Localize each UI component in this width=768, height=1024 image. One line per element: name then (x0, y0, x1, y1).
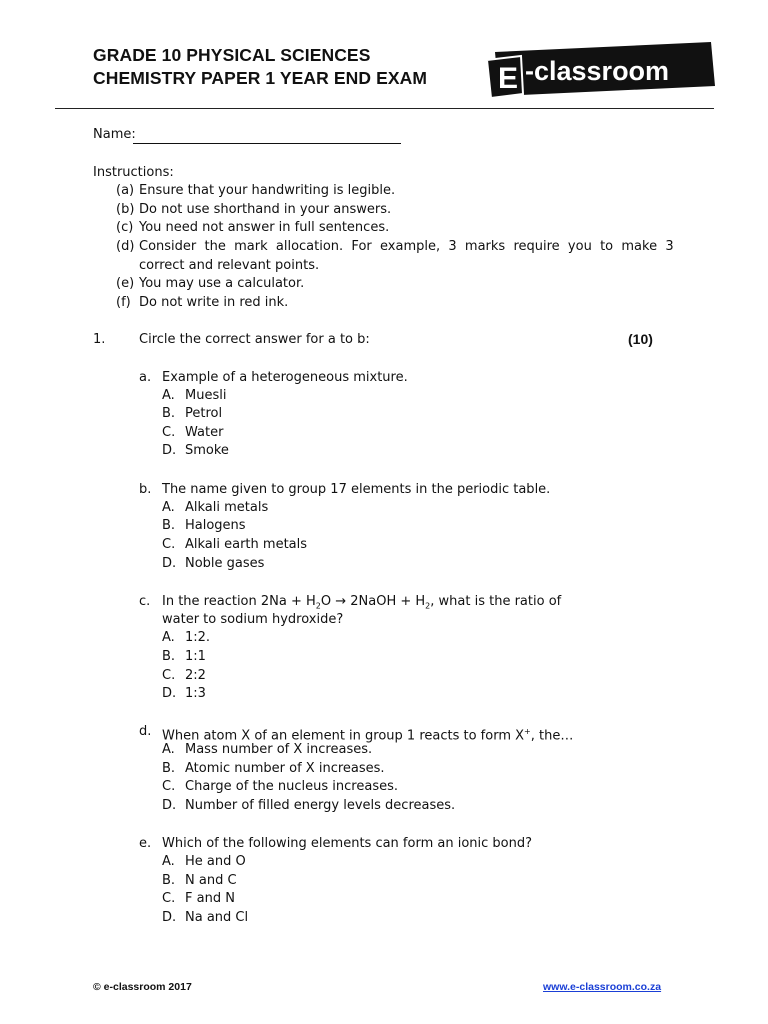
option-letter: B. (162, 649, 176, 664)
question-number: 1. (93, 332, 106, 347)
instruction-letter: (b) (116, 202, 135, 217)
instruction-text: You need not answer in full sentences. (139, 220, 390, 235)
option-letter: A. (162, 500, 175, 515)
answer-option[interactable]: 1:2. (185, 630, 211, 645)
header-divider (55, 108, 714, 109)
answer-option[interactable]: Noble gases (185, 556, 265, 571)
part-question: Which of the following elements can form an ionic bond? (162, 836, 532, 851)
instruction-text: Ensure that your handwriting is legible. (139, 183, 396, 198)
instruction-letter: (e) (116, 276, 135, 291)
instruction-text: Do not write in red ink. (139, 295, 289, 310)
option-letter: A. (162, 854, 175, 869)
instruction-letter: (c) (116, 220, 134, 235)
answer-option[interactable]: F and N (185, 891, 235, 906)
name-label: Name: (93, 127, 136, 142)
title-line-1: GRADE 10 PHYSICAL SCIENCES (93, 45, 371, 65)
option-letter: B. (162, 406, 176, 421)
option-letter: C. (162, 425, 176, 440)
option-letter: D. (162, 798, 177, 813)
option-letter: D. (162, 443, 177, 458)
option-letter: B. (162, 518, 176, 533)
option-letter: D. (162, 556, 177, 571)
answer-option[interactable]: Alkali earth metals (185, 537, 308, 552)
option-letter: C. (162, 891, 176, 906)
answer-option[interactable]: Smoke (185, 443, 229, 458)
svg-text:E: E (498, 62, 519, 95)
part-question: The name given to group 17 elements in the periodic table. (162, 482, 551, 497)
option-letter: C. (162, 668, 176, 683)
answer-option[interactable]: Na and Cl (185, 910, 249, 925)
option-letter: C. (162, 779, 176, 794)
title-line-2: CHEMISTRY PAPER 1 YEAR END EXAM (93, 68, 428, 88)
e-classroom-logo (485, 42, 717, 100)
option-letter: C. (162, 537, 176, 552)
answer-option[interactable]: 1:1 (185, 649, 206, 664)
exam-title (93, 44, 427, 90)
footer-website-link[interactable]: www.e-classroom.co.za (543, 981, 662, 993)
name-field-line[interactable] (133, 143, 401, 144)
answer-option[interactable]: He and O (185, 854, 246, 869)
part-letter: a. (139, 370, 152, 385)
question-marks: (10) (628, 331, 653, 347)
answer-option[interactable]: Mass number of X increases. (185, 742, 373, 757)
instruction-text: Consider the mark allocation. For example, 3 marks require you to make 3 (139, 239, 674, 254)
part-letter: e. (139, 836, 152, 851)
answer-option[interactable]: Muesli (185, 388, 227, 403)
answer-option[interactable]: Petrol (185, 406, 223, 421)
instruction-text: Do not use shorthand in your answers. (139, 202, 392, 217)
option-letter: A. (162, 388, 175, 403)
option-letter: A. (162, 630, 175, 645)
option-letter: B. (162, 761, 176, 776)
option-letter: D. (162, 910, 177, 925)
part-letter: d. (139, 724, 152, 739)
instruction-letter: (f) (116, 295, 131, 310)
answer-option[interactable]: Atomic number of X increases. (185, 761, 385, 776)
part-question-continued: water to sodium hydroxide? (162, 612, 344, 627)
option-letter: B. (162, 873, 176, 888)
part-question: Example of a heterogeneous mixture. (162, 370, 408, 385)
answer-option[interactable]: Number of filled energy levels decreases. (185, 798, 456, 813)
instruction-letter: (d) (116, 239, 135, 254)
answer-option[interactable]: N and C (185, 873, 237, 888)
answer-option[interactable]: Charge of the nucleus increases. (185, 779, 398, 794)
question-prompt: Circle the correct answer for a to b: (139, 332, 370, 347)
footer-copyright: © e-classroom 2017 (93, 981, 192, 993)
part-question: When atom X of an element in group 1 reacts to form X+, the… (162, 727, 574, 744)
part-letter: c. (139, 594, 151, 609)
instruction-text-continued: correct and relevant points. (139, 258, 320, 273)
instruction-text: You may use a calculator. (139, 276, 305, 291)
option-letter: A. (162, 742, 175, 757)
instruction-letter: (a) (116, 183, 135, 198)
svg-text:-classroom: -classroom (525, 56, 670, 86)
answer-option[interactable]: 2:2 (185, 668, 206, 683)
part-question: In the reaction $2Na + H_2O$ → 2NaOH + $H_2$, what is the ratio of (162, 594, 562, 611)
instructions-heading: Instructions: (93, 165, 174, 180)
option-letter: D. (162, 686, 177, 701)
answer-option[interactable]: Water (185, 425, 224, 440)
answer-option[interactable]: Halogens (185, 518, 246, 533)
part-letter: b. (139, 482, 152, 497)
answer-option[interactable]: 1:3 (185, 686, 206, 701)
answer-option[interactable]: Alkali metals (185, 500, 269, 515)
